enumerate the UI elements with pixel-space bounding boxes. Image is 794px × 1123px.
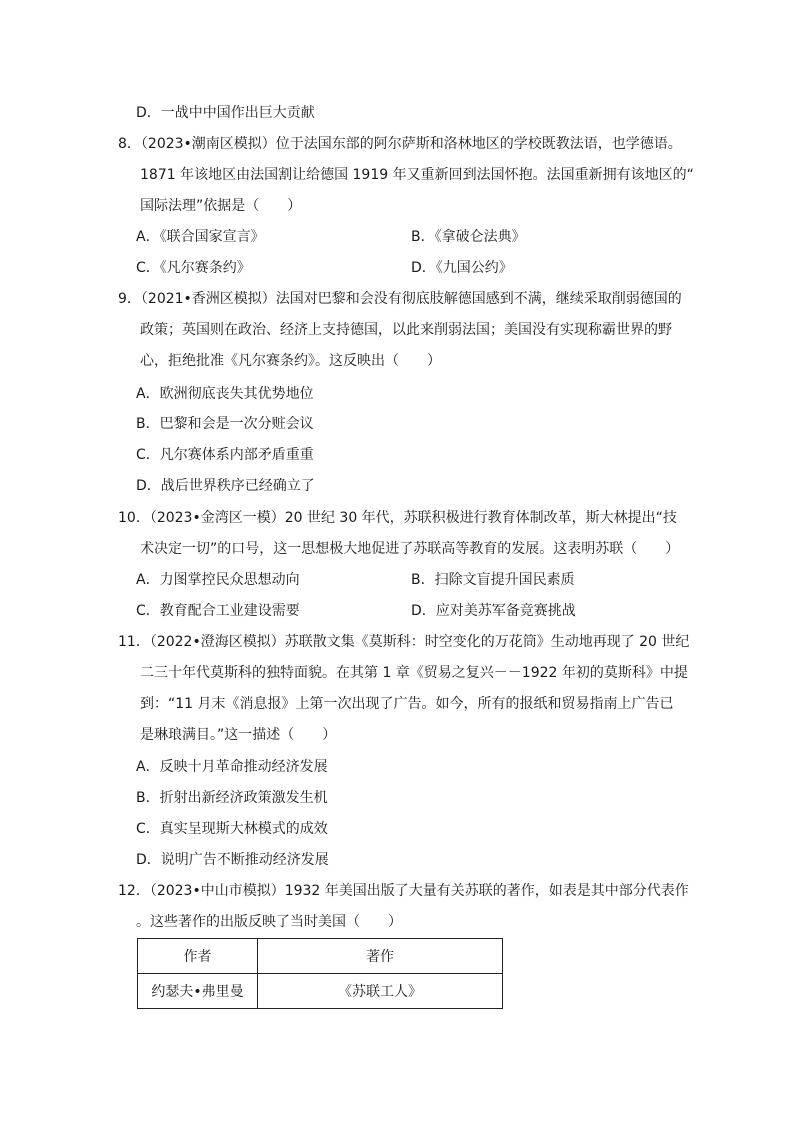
q11-option-b: B．折射出新经济政策激发生机	[136, 790, 328, 806]
q9-option-a: A．欧洲彻底丧失其优势地位	[136, 386, 314, 402]
q12-stem-line-2: 。这些著作的出版反映了当时美国（ ）	[136, 914, 402, 930]
q9-option-d: D．战后世界秩序已经确立了	[136, 478, 315, 494]
q12-stem-line-1: 12．（2023•中山市模拟）1932 年美国出版了大量有关苏联的著作，如表是其中部分代表作	[118, 883, 689, 899]
q10-stem-line-2: 术决定一切”的口号，这一思想极大地促进了苏联高等教育的发展。这表明苏联（ ）	[140, 541, 680, 557]
q9-option-b: B．巴黎和会是一次分赃会议	[136, 416, 314, 432]
q9-option-c: C．凡尔赛体系内部矛盾重重	[136, 447, 314, 463]
q8-option-a: A．《联合国家宣言》	[136, 229, 265, 245]
q11-option-a: A．反映十月革命推动经济发展	[136, 759, 328, 775]
q8-option-c: C．《凡尔赛条约》	[136, 260, 251, 276]
q8-option-b: B．《拿破仑法典》	[411, 229, 526, 245]
table-header-author: 作者	[138, 939, 258, 974]
q10-stem-line-1: 10．（2023•金湾区一模）20 世纪 30 年代，苏联积极进行教育体制改革，斯大林提出“技	[118, 510, 677, 526]
table-cell-author: 约瑟夫•弗里曼	[138, 974, 258, 1009]
q11-option-c: C．真实呈现斯大林模式的成效	[136, 821, 328, 837]
q11-stem-line-4: 是琳琅满目。”这一描述（ ）	[140, 727, 337, 743]
table-header-row	[138, 939, 503, 974]
table-header-work: 著作	[258, 939, 503, 974]
q11-option-d: D．说明广告不断推动经济发展	[136, 852, 329, 868]
q9-stem-line-3: 心，拒绝批准《凡尔赛条约》。这反映出（ ）	[140, 353, 441, 369]
table-cell-work: 《苏联工人》	[258, 974, 503, 1009]
q8-stem-line-1: 8．（2023•潮南区模拟）位于法国东部的阿尔萨斯和洛林地区的学校既教法语，也学德语。	[118, 136, 682, 152]
q12-works-table	[137, 938, 503, 1009]
q9-stem-line-2: 政策；英国则在政治、经济上支持德国，以此来削弱法国；美国没有实现称霸世界的野	[140, 322, 672, 338]
q8-stem-line-3: 国际法理”依据是（ ）	[140, 198, 302, 214]
q9-stem-line-1: 9．（2021•香洲区模拟）法国对巴黎和会没有彻底肢解德国感到不满，继续采取削弱德国的	[118, 291, 682, 307]
q11-stem-line-3: 到：“11 月末《消息报》上第一次出现了广告。如今，所有的报纸和贸易指南上广告已	[140, 696, 674, 712]
q10-option-d: D．应对美苏军备竞赛挑战	[411, 603, 576, 619]
q11-stem-line-1: 11．（2022•澄海区模拟）苏联散文集《莫斯科：时空变化的万花筒》生动地再现了 20 世纪	[118, 634, 690, 650]
q8-option-d: D．《九国公约》	[411, 260, 513, 276]
q7-option-d: D．一战中中国作出巨大贡献	[136, 105, 315, 121]
q10-option-a: A．力图掌控民众思想动向	[136, 572, 300, 588]
table-row	[138, 974, 503, 1009]
q10-option-c: C．教育配合工业建设需要	[136, 603, 300, 619]
q11-stem-line-2: 二三十年代莫斯科的独特面貌。在其第 1 章《贸易之复兴－－1922 年初的莫斯科》中提	[140, 665, 688, 681]
q8-stem-line-2: 1871 年该地区由法国割让给德国 1919 年又重新回到法国怀抱。法国重新拥有该地区的“	[140, 167, 694, 183]
q10-option-b: B．扫除文盲提升国民素质	[411, 572, 575, 588]
